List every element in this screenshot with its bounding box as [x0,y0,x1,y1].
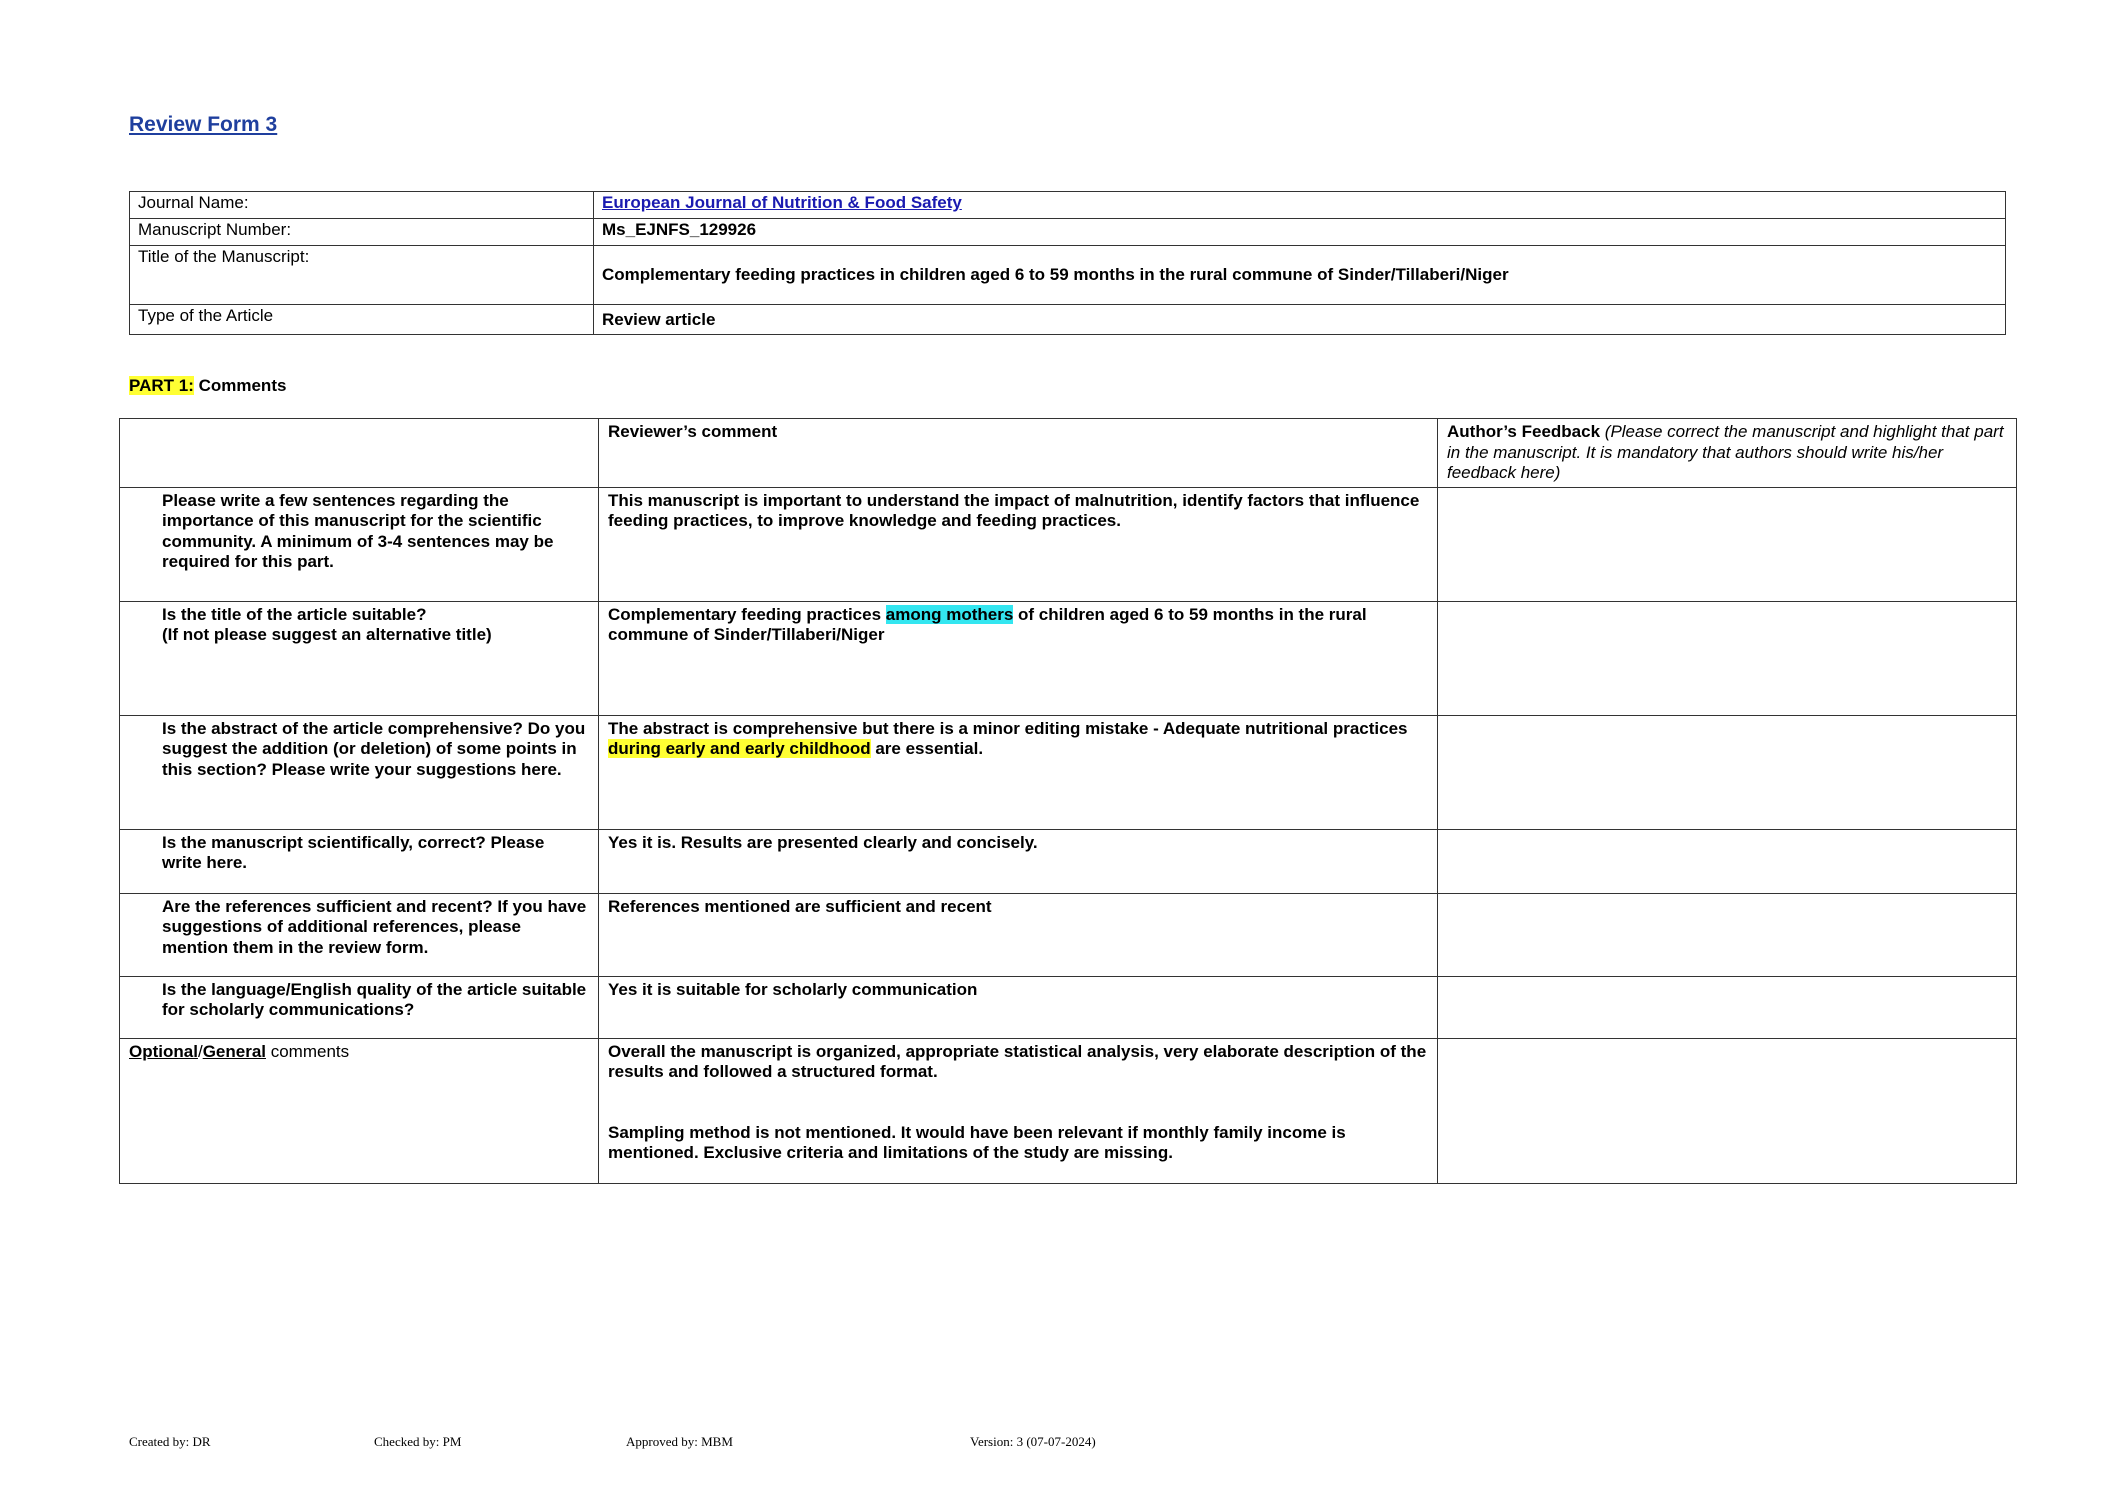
journal-link[interactable]: European Journal of Nutrition & Food Safety [602,193,962,212]
reviewer-comment-title: Complementary feeding practices among mothers of children aged 6 to 59 months in the rural commune of Sinder/Tillaberi/Niger [599,601,1438,715]
reviewer-general-comments [599,1038,1438,1183]
question-importance: Please write a few sentences regarding the importance of this manuscript for the scientific community. A minimum of 3-4 sentences may be required for this part. [120,487,599,601]
header-author-feedback [1438,419,2017,488]
manuscript-title-value: Complementary feeding practices in children aged 6 to 59 months in the rural commune of Sinder/Tillaberi/Niger [594,246,2006,305]
general-comment-paragraph-1: Overall the manuscript is organized, appropriate statistical analysis, very elaborate description of the results and followed a structured format. [608,1041,1427,1081]
question-scientific: Is the manuscript scientifically, correct? Please write here. [120,829,599,893]
author-feedback-title: Author’s Feedback [1447,422,1601,441]
question-references: Are the references sufficient and recent? If you have suggestions of additional references, please mention them in the review form. [120,893,599,976]
part1-heading [129,376,286,396]
comments-table [119,418,2017,1184]
header-blank-cell [120,419,599,488]
manuscript-title-row [130,246,2006,305]
author-feedback-general[interactable] [1438,1038,2017,1183]
optional-general-comments-label: Optional/General comments [120,1038,599,1183]
article-type-row [130,305,2006,335]
table-row [120,715,2017,829]
article-type-label: Type of the Article [130,305,594,335]
part1-title: Comments [193,376,287,395]
highlighted-text: during early and early childhood [608,739,871,758]
manuscript-number-value: Ms_EJNFS_129926 [594,219,2006,246]
author-feedback-language[interactable] [1438,976,2017,1038]
author-feedback-scientific[interactable] [1438,829,2017,893]
footer-approved-by: Approved by: MBM [626,1434,733,1449]
author-feedback-instructions: (Please correct the manuscript and highlight that part in the manuscript. It is mandatory that authors should write his/her feedback here) [1447,422,2004,482]
author-feedback-abstract[interactable] [1438,715,2017,829]
author-feedback-references[interactable] [1438,893,2017,976]
footer-created-by: Created by: DR [129,1434,211,1449]
header-reviewer-comment: Reviewer’s comment [599,419,1438,488]
question-abstract: Is the abstract of the article comprehensive? Do you suggest the addition (or deletion) of some points in this section? Please write your suggestions here. [120,715,599,829]
highlighted-text: among mothers [885,604,1014,624]
reviewer-comment-abstract: The abstract is comprehensive but there is a minor editing mistake - Adequate nutritional practices during early and early childhood are essential. [599,715,1438,829]
table-row [120,829,2017,893]
question-language: Is the language/English quality of the article suitable for scholarly communications? [120,976,599,1038]
table-row [120,976,2017,1038]
manuscript-info-table [129,191,2006,335]
journal-label: Journal Name: [130,192,594,219]
general-comment-paragraph-2: Sampling method is not mentioned. It would have been relevant if monthly family income is mentioned. Exclusive criteria and limitations of the study are missing. [608,1122,1346,1162]
manuscript-number-label: Manuscript Number: [130,219,594,246]
table-row [120,601,2017,715]
part1-label: PART 1: [129,376,194,395]
manuscript-number-row [130,219,2006,246]
reviewer-comment-references: References mentioned are sufficient and recent [599,893,1438,976]
reviewer-comment-scientific: Yes it is. Results are presented clearly and concisely. [599,829,1438,893]
author-feedback-importance[interactable] [1438,487,2017,601]
question-title: Is the title of the article suitable? (If not please suggest an alternative title) [120,601,599,715]
author-feedback-title[interactable] [1438,601,2017,715]
table-row [120,487,2017,601]
reviewer-comment-language: Yes it is suitable for scholarly communication [599,976,1438,1038]
table-row [120,893,2017,976]
footer-version: Version: 3 (07-07-2024) [970,1434,1096,1449]
comments-header-row [120,419,2017,488]
manuscript-title-label: Title of the Manuscript: [130,246,594,305]
journal-row [130,192,2006,219]
footer-checked-by: Checked by: PM [374,1434,462,1449]
article-type-value: Review article [594,305,2006,335]
reviewer-comment-importance: This manuscript is important to understand the impact of malnutrition, identify factors that influence feeding practices, to improve knowledge and feeding practices. [599,487,1438,601]
form-title[interactable]: Review Form 3 [129,113,278,136]
table-row [120,1038,2017,1183]
